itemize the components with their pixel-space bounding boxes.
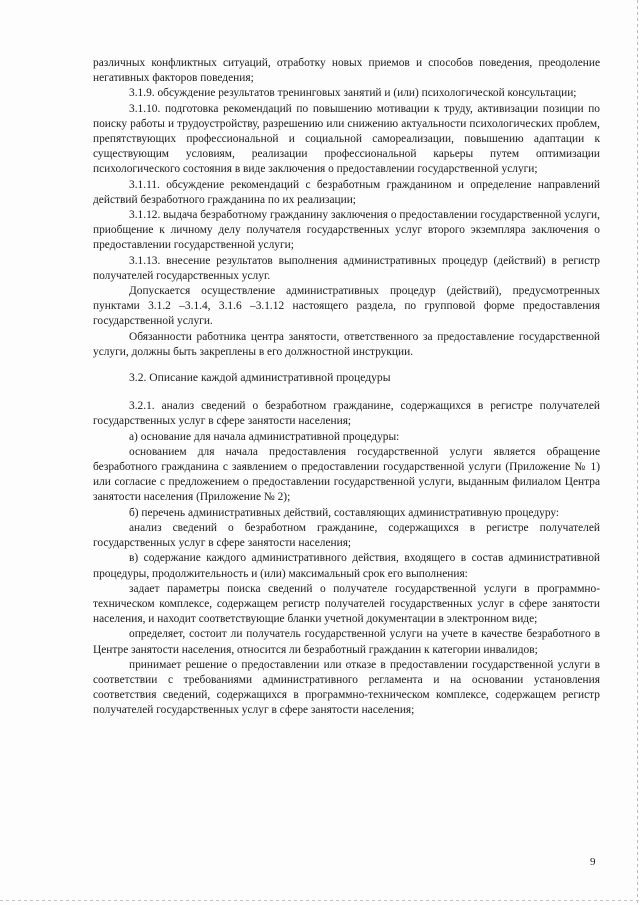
paragraph: 3.1.10. подготовка рекомендаций по повышению мотивации к труду, активизации позиции по поиску работы и трудоустройству, разрешению или снижению актуальности психологических проблем, препятствующих профессиональной и социальной самореализации, повышению адаптации к существующим условиям, реализации профессиональной карьеры путем оптимизации психологического состояния в виде заключения о предоставлении государственной услуги; — [93, 102, 600, 176]
section-heading: 3.2. Описание каждой административной процедуры — [129, 371, 391, 385]
paragraph: в) содержание каждого административного действия, входящего в состав административной процедуры, продолжительность и (или) максимальный срок его выполнения: — [93, 552, 600, 580]
page-number: 9 — [590, 856, 596, 868]
paragraph: а) основание для начала административной процедуры: — [129, 430, 400, 443]
paragraph: задает параметры поиска сведений о получателе государственной услуги в программно-техническом комплексе, содержащем регистр получателей государственных услуг в сфере занятости населения, и находит соответствующие бланки учетной документации в электронном виде; — [93, 582, 600, 626]
paragraph: 3.2.1. анализ сведений о безработном гражданине, содержащихся в регистре получателей государственных услуг в сфере занятости населения; — [93, 400, 600, 428]
paragraph: 3.1.13. внесение результатов выполнения административных процедур (действий) в регистр получателей государственных услуг. — [93, 254, 600, 282]
paragraph: б) перечень административных действий, составляющих административную процедуру: — [129, 506, 560, 519]
paragraph: 3.1.11. обсуждение рекомендаций с безработным гражданином и определение направлений действий безработного гражданина по их реализации; — [93, 178, 600, 206]
paragraph: Допускается осуществление административных процедур (действий), предусмотренных пунктами 3.1.2 –3.1.4, 3.1.6 –3.1.12 настоящего раздела, по групповой форме предоставления государственной услуги. — [93, 285, 600, 328]
paragraph: Обязанности работника центра занятости, ответственного за предоставление государственной услуги, должны быть закреплены в его должностной инструкции. — [93, 330, 600, 358]
paragraph: различных конфликтных ситуаций, отработку новых приемов и способов поведения, преодоление негативных факторов поведения; — [93, 57, 600, 85]
scan-edge-decoration — [0, 900, 640, 901]
paragraph: принимает решение о предоставлении или отказе в предоставлении государственной услуги в соответствии с требованиями административного регламента и на основании установления соответствия сведений, содержащихся в программно-техническом комплексе, содержащем регистр получателей государственных услуг в сфере занятости населения; — [93, 658, 600, 717]
paragraph: анализ сведений о безработном гражданине, содержащихся в регистре получателей государственных услуг в сфере занятости населения; — [93, 521, 600, 550]
paragraph: определяет, состоит ли получатель государственной услуги на учете в качестве безработного в Центре занятости населения, относится ли безработный гражданин к категории инвалидов; — [93, 628, 600, 656]
document-body — [93, 56, 600, 719]
paragraph: основанием для начала предоставления государственной услуги является обращение безработного гражданина с заявлением о предоставлении государственной услуги (Приложение № 1) или согласие с предложением о предоставлении государственной услуги, выданным филиалом Центра занятости населения (Приложение № 2); — [93, 445, 600, 504]
paragraph: 3.1.9. обсуждение результатов тренинговых занятий и (или) психологической консультации; — [129, 87, 577, 100]
scan-edge-decoration — [637, 0, 638, 905]
paragraph: 3.1.12. выдача безработному гражданину заключения о предоставлении государственной услуги, приобщение к личному делу получателя государственных услуг второго экземпляра заключения о предоставлении государственной услуги; — [93, 209, 600, 252]
